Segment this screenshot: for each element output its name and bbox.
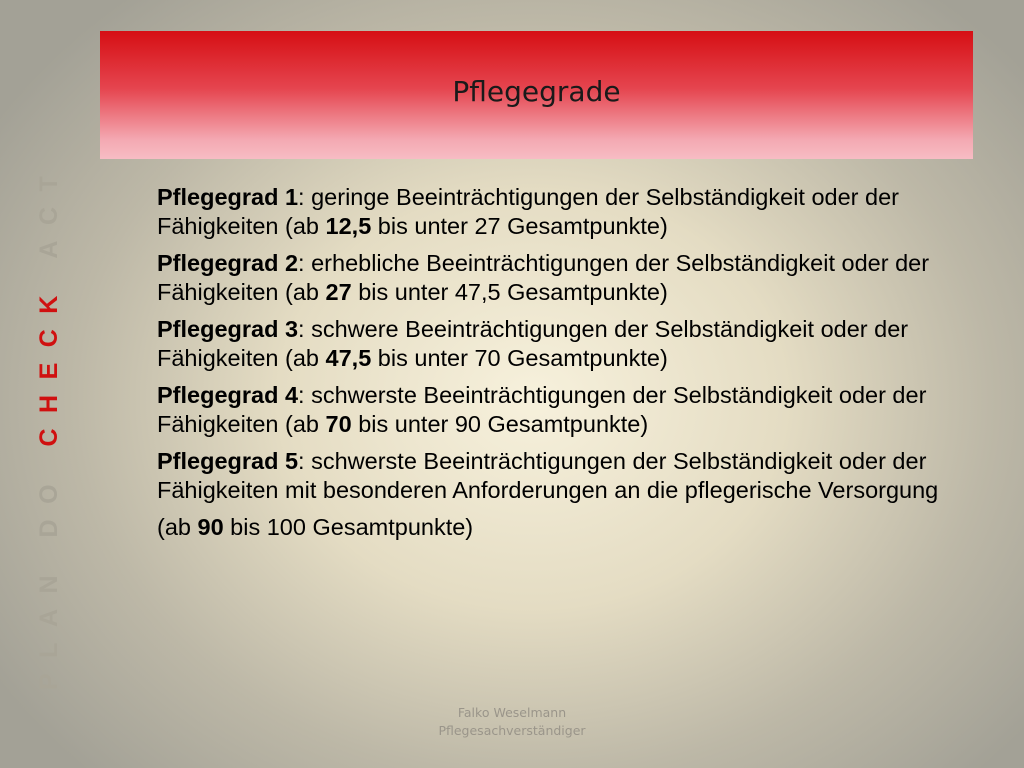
title-bar [100,31,973,159]
side-label-check: CHECK [35,280,63,447]
list-item-pflegegrad-4 [157,381,967,439]
side-label-pdca [34,161,64,690]
item-text-end: bis unter 27 Gesamtpunkte) [371,213,668,239]
list-item-closing [157,513,967,542]
list-item-pflegegrad-1 [157,183,967,241]
item-label: Pflegegrad 1 [157,184,299,210]
item-text: : erhebliche Beeinträchtigungen der Selbständigkeit oder der Fähigkeiten (ab [157,250,930,305]
item-text-end: bis unter 90 Gesamtpunkte) [351,411,649,437]
item-text: : geringe Beeinträchtigungen der Selbständigkeit oder der Fähigkeiten (ab [157,184,900,239]
item-text-end: bis unter 70 Gesamtpunkte) [371,345,668,371]
footer-role: Pflegesachverständiger [438,723,586,738]
side-label-plan: PLAN [35,559,63,690]
item-label: Pflegegrad 3 [157,316,299,342]
item-label: Pflegegrad 5 [157,448,299,474]
list-item-pflegegrad-2 [157,249,967,307]
footer-author: Falko Weselmann [457,705,567,720]
closing-text: (ab [157,514,198,540]
item-text: : schwere Beeinträchtigungen der Selbständigkeit oder der Fähigkeiten (ab [157,316,909,371]
side-label-do: DO [35,468,63,538]
side-label-act: ACT [35,160,63,259]
item-threshold: 12,5 [325,213,372,239]
item-threshold: 47,5 [325,345,372,371]
item-text: : schwerste Beeinträchtigungen der Selbständigkeit oder der Fähigkeiten mit besonderen Anforderungen an die pflegerische Versorgung [157,448,939,503]
item-label: Pflegegrad 2 [157,250,299,276]
item-text-end: bis unter 47,5 Gesamtpunkte) [351,279,668,305]
list-item-pflegegrad-5 [157,447,967,505]
closing-threshold: 90 [197,514,224,540]
item-text: : schwerste Beeinträchtigungen der Selbständigkeit oder der Fähigkeiten (ab [157,382,927,437]
closing-text-end: bis 100 Gesamtpunkte) [223,514,474,540]
item-label: Pflegegrad 4 [157,382,299,408]
footer [0,704,1024,740]
list-item-pflegegrad-3 [157,315,967,373]
item-threshold: 27 [325,279,352,305]
slide-title: Pflegegrade [452,75,621,108]
item-threshold: 70 [325,411,352,437]
content-list [157,183,967,550]
